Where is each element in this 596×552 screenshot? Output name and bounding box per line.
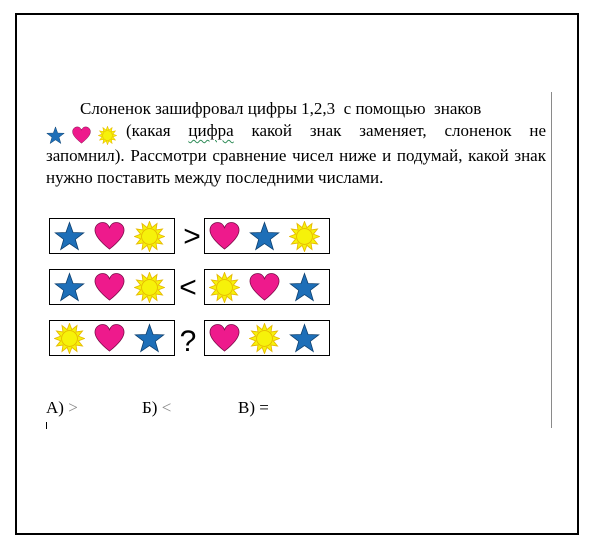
star-icon xyxy=(289,323,320,354)
star-icon xyxy=(134,323,165,354)
comparison-symbol: < xyxy=(179,271,197,304)
problem-paragraph xyxy=(46,120,546,189)
comparison-symbol: ? xyxy=(179,325,197,358)
answer-option-b[interactable]: Б) < xyxy=(142,398,172,417)
heart-icon xyxy=(72,126,91,145)
heart-icon xyxy=(94,272,125,303)
sun-icon xyxy=(134,272,165,303)
problem-text-part-2: какой знак заменяет, слоненок не запомнил). Рассмотри сравнение чисел ниже и подумай, какой знак нужно поставить между последними числами. xyxy=(46,121,546,187)
star-icon xyxy=(289,272,320,303)
answer-option-c[interactable]: В) = xyxy=(238,398,269,417)
spellcheck-word: цифра xyxy=(188,121,234,140)
answer-options xyxy=(46,398,346,422)
legend-icons xyxy=(46,123,124,145)
left-number-box xyxy=(49,269,175,305)
sun-icon xyxy=(209,272,240,303)
heart-icon xyxy=(94,221,125,252)
heart-icon xyxy=(249,272,280,303)
text-cursor xyxy=(46,422,47,429)
sun-icon xyxy=(54,323,85,354)
heart-icon xyxy=(94,323,125,354)
answer-option-a[interactable]: А) > xyxy=(46,398,78,417)
star-icon xyxy=(54,272,85,303)
heart-icon xyxy=(209,323,240,354)
star-icon xyxy=(46,126,65,145)
sun-icon xyxy=(289,221,320,252)
problem-line-1: Слоненок зашифровал цифры 1,2,3 с помощью знаков xyxy=(80,99,482,118)
right-number-box xyxy=(204,218,330,254)
comparison-symbol: > xyxy=(183,220,201,253)
problem-text-part-1: (какая xyxy=(126,121,189,140)
star-icon xyxy=(249,221,280,252)
left-number-box xyxy=(49,320,175,356)
sun-icon xyxy=(249,323,280,354)
heart-icon xyxy=(209,221,240,252)
right-number-box xyxy=(204,269,330,305)
right-number-box xyxy=(204,320,330,356)
sun-icon xyxy=(98,126,117,145)
sun-icon xyxy=(134,221,165,252)
vertical-margin-line xyxy=(551,92,552,428)
left-number-box xyxy=(49,218,175,254)
problem-text xyxy=(46,98,546,189)
star-icon xyxy=(54,221,85,252)
